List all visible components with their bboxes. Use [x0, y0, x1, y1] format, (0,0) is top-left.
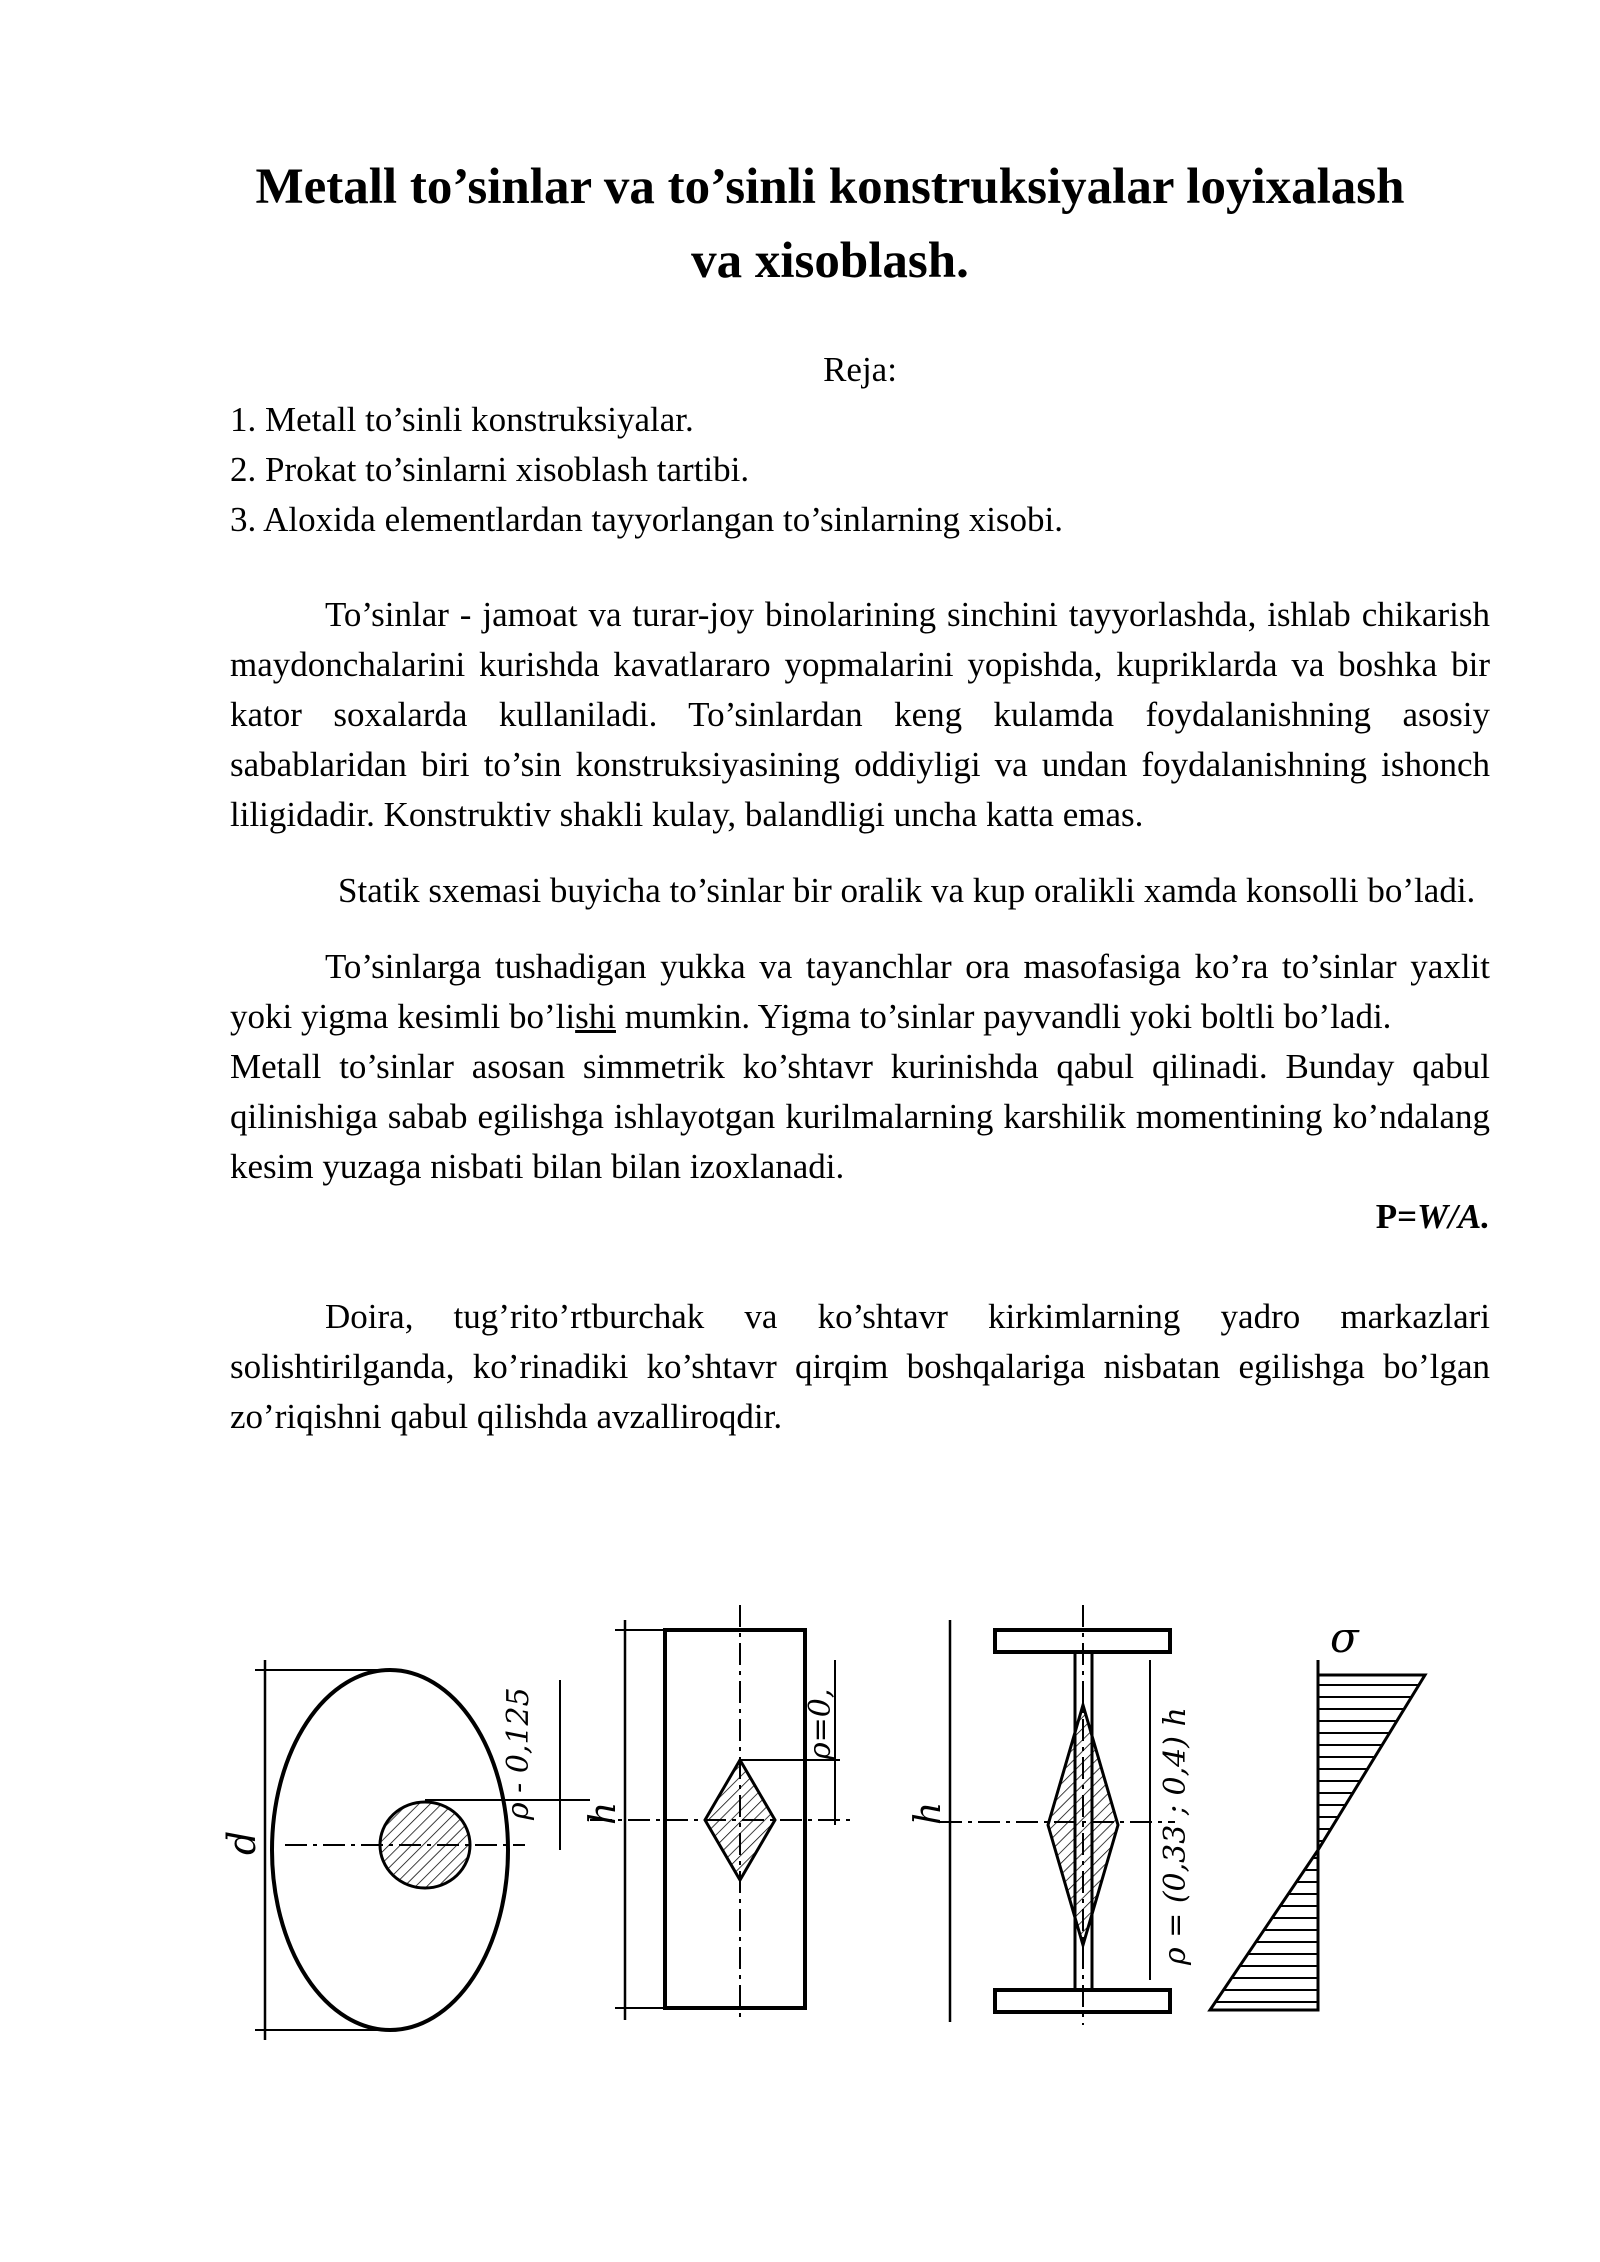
plan-item-2: 2. Prokat to’sinlarni xisoblash tartibi.	[230, 450, 750, 489]
paragraph-5: Doira, tug’rito’rtburchak va ko’shtavr kirkimlarning yadro markazlari solishtirilganda, ko’rinadiki ko’shtavr qirqim boshqalariga nisbatan egilishga bo’lgan zo’riqishni qabul qilishda avzalliroqdir.	[230, 1297, 1490, 1436]
stress-diagram-figure	[1210, 1613, 1425, 2010]
ibeam-height-label: h	[908, 1801, 949, 1825]
formula-lhs: P=	[1375, 1197, 1418, 1236]
paragraph-1: To’sinlar - jamoat va turar-joy binolarining sinchini tayyorlashda, ishlab chikarish maydonchalarini kurishda kavatlararo yopmalarini yopishda, kupriklarda va boshka bir kator soxalarda kullaniladi. To’sinlardan keng kulamda foydalanishning asosiy sabablaridan biri to’sin konstruksiyasining oddiyligi va undan foydalanishning ishonch liligidadir. Konstruktiv shakli kulay, balandligi uncha katta emas.	[230, 595, 1490, 834]
formula-rhs: W/A.	[1417, 1197, 1490, 1236]
paragraph-3	[230, 942, 1490, 1042]
rect-rho-label: ρ=0,	[803, 1688, 838, 1760]
paragraph-3-underlined: shi	[575, 997, 616, 1036]
plan-heading: Reja:	[823, 350, 897, 389]
circle-rho-label: ρ - 0,125	[501, 1687, 536, 1820]
paragraph-3-part-b: mumkin. Yigma to’sinlar payvandli yoki boltli bo’ladi.	[615, 997, 1392, 1036]
rect-section-figure	[583, 1605, 850, 2020]
paragraph-3-part-a: To’sinlarga tushadigan yukka va tayanchlar ora masofasiga ko’ra to’sinlar yaxlit yoki yigma kesimli bo’li	[230, 947, 1490, 1036]
paragraph-2: Statik sxemasi buyicha to’sinlar bir oralik va kup oralikli xamda konsolli bo’ladi.	[338, 871, 1476, 910]
circle-diameter-label: d	[220, 1830, 264, 1855]
body-text	[230, 590, 1490, 1442]
ibeam-rho-label: ρ = (0,33 ; 0,4) h	[1158, 1707, 1193, 1965]
document-title	[230, 150, 1430, 298]
circle-section-figure	[220, 1660, 590, 2040]
plan-item-1: 1. Metall to’sinli konstruksiyalar.	[230, 400, 694, 439]
stress-sigma-label: σ	[1330, 1613, 1359, 1662]
formula	[230, 1192, 1490, 1242]
plan-list	[230, 395, 1490, 545]
ibeam-section-figure	[908, 1605, 1193, 2025]
title-line-2: va xisoblash.	[691, 233, 969, 289]
plan-item-3: 3. Aloxida elementlardan tayyorlangan to’sinlarning xisobi.	[230, 500, 1064, 539]
rect-height-label: h	[583, 1801, 624, 1825]
title-line-1: Metall to’sinlar va to’sinli konstruksiyalar loyixalash	[255, 159, 1405, 215]
paragraph-4: Metall to’sinlar asosan simmetrik ko’shtavr kurinishda qabul qilinadi. Bunday qabul qilinishiga sabab egilishga ishlayotgan kurilmalarning karshilik momentining ko’ndalang kesim yuzaga nisbati bilan bilan izoxlanadi.	[230, 1047, 1490, 1186]
stress-diagram-tension-zone	[1318, 1675, 1425, 1850]
cross-section-figures	[0, 1600, 1600, 2040]
